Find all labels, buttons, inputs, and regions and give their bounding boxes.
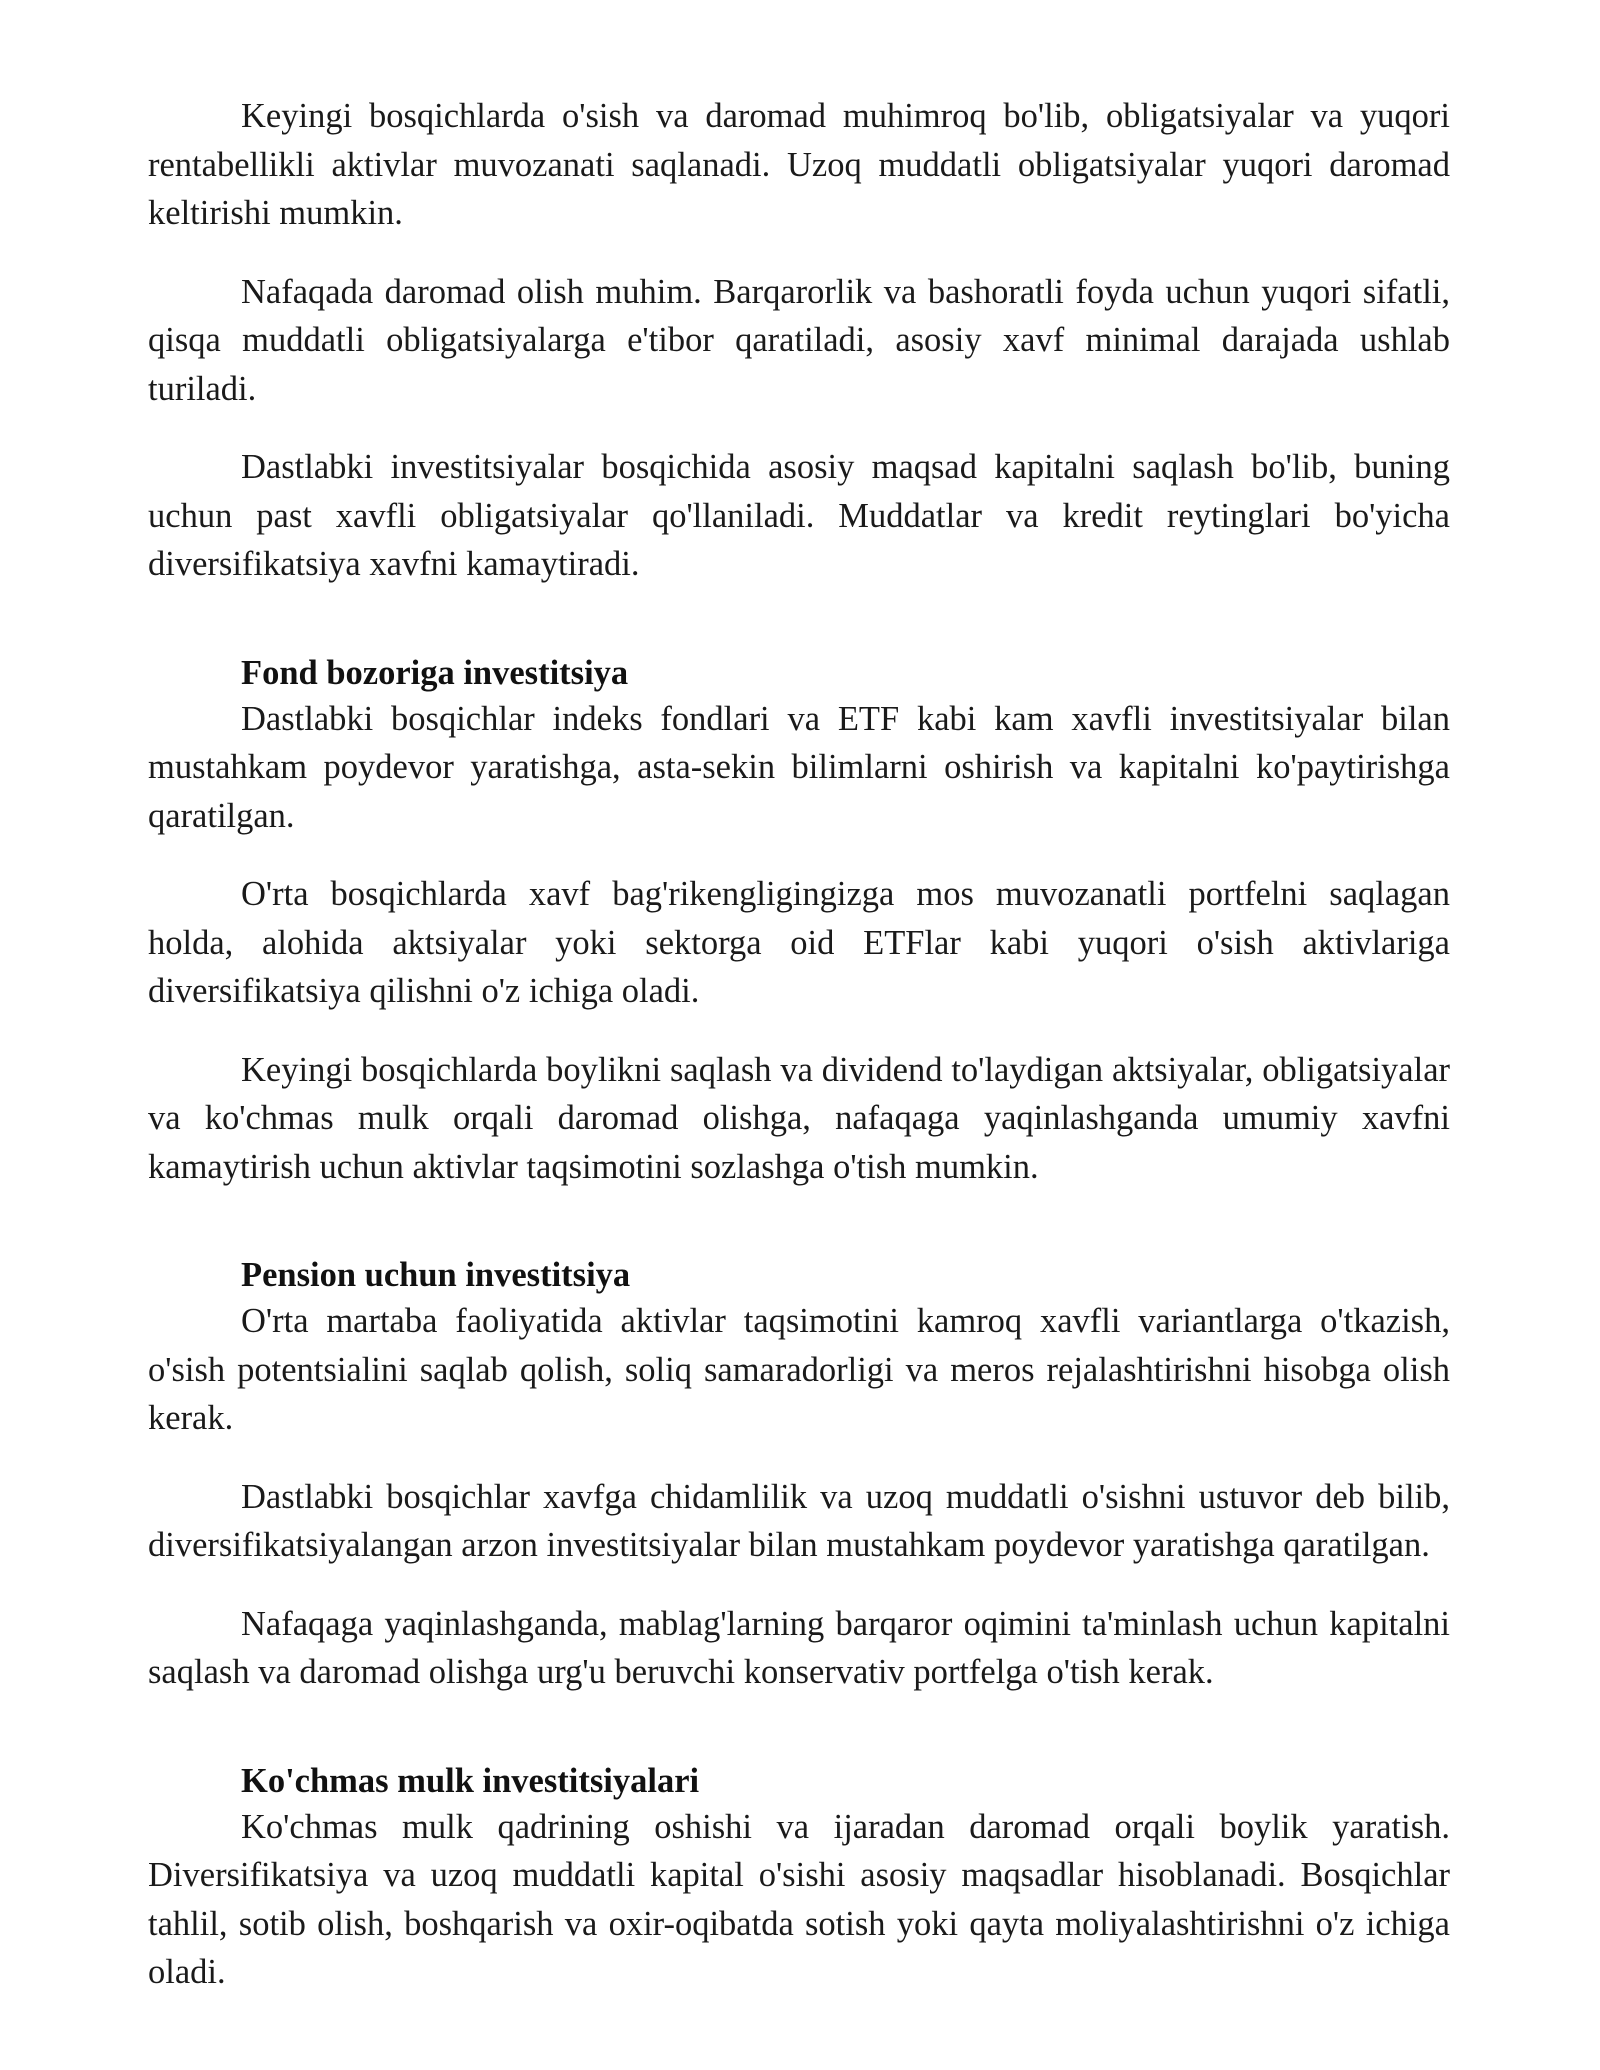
document-page xyxy=(148,92,1450,2027)
paragraph: Dastlabki bosqichlar indeks fondlari va ETF kabi kam xavfli investitsiyalar bilan mustahkam poydevor yaratishga, asta-sekin bilimlarni oshirish va kapitalni ko'paytirishga qaratilgan. xyxy=(148,699,1450,835)
section-heading: Pension uchun investitsiya xyxy=(241,1256,631,1294)
paragraph: Dastlabki bosqichlar xavfga chidamlilik va uzoq muddatli o'sishni ustuvor deb bilib, diversifikatsiyalangan arzon investitsiyalar bilan mustahkam poydevor yaratishga qaratilgan. xyxy=(148,1477,1450,1564)
paragraph: Keyingi bosqichlarda o'sish va daromad muhimroq bo'lib, obligatsiyalar va yuqori rentabellikli aktivlar muvozanati saqlanadi. Uzoq muddatli obligatsiyalar yuqori daromad keltirishi mumkin. xyxy=(148,97,1450,232)
intro-block xyxy=(148,92,1450,589)
paragraph: Ko'chmas mulk qadrining oshishi va ijaradan daromad orqali boylik yaratish. Diversifikatsiya va uzoq muddatli kapital o'sishi asosiy maqsadlar hisoblanadi. Bosqichlar tahlil, sotib olish, boshqarish va oxir-oqibatda sotish yoki qayta moliyalashtirishni o'z ichiga oladi. xyxy=(148,1807,1450,1991)
paragraph: Nafaqaga yaqinlashganda, mablag'larning barqaror oqimini ta'minlash uchun kapitalni saqlash va daromad olishga urg'u beruvchi konservativ portfelga o'tish kerak. xyxy=(148,1604,1450,1691)
paragraph: Dastlabki investitsiyalar bosqichida asosiy maqsad kapitalni saqlash bo'lib, buning uchun past xavfli obligatsiyalar qo'llaniladi. Muddatlar va kredit reytinglari bo'yicha diversifikatsiya xavfni kamaytiradi. xyxy=(148,448,1450,583)
section-heading: Ko'chmas mulk investitsiyalari xyxy=(241,1761,700,1800)
paragraph: O'rta bosqichlarda xavf bag'rikengligingizga mos muvozanatli portfelni saqlagan holda, alohida aktsiyalar yoki sektorga oid ETFlar kabi yuqori o'sish aktivlariga diversifikatsiya qilishni o'z ichiga oladi. xyxy=(148,875,1450,1010)
section-pension xyxy=(148,1253,1450,1697)
section-stock-market xyxy=(148,651,1450,1192)
paragraph: Keyingi bosqichlarda boylikni saqlash va dividend to'laydigan aktsiyalar, obligatsiyalar va ko'chmas mulk orqali daromad olishga, nafaqaga yaqinlashganda umumiy xavfni kamaytirish uchun aktivlar taqsimotini sozlashga o'tish mumkin. xyxy=(148,1050,1450,1186)
paragraph: O'rta martaba faoliyatida aktivlar taqsimotini kamroq xavfli variantlarga o'tkazish, o'sish potentsialini saqlab qolish, soliq samaradorligi va meros rejalashtirishni hisobga olish kerak. xyxy=(148,1302,1450,1437)
section-heading: Fond bozoriga investitsiya xyxy=(241,653,629,692)
paragraph: Nafaqada daromad olish muhim. Barqarorlik va bashoratli foyda uchun yuqori sifatli, qisqa muddatli obligatsiyalarga e'tibor qaratiladi, asosiy xavf minimal darajada ushlab turiladi. xyxy=(148,272,1450,408)
section-real-estate xyxy=(148,1759,1450,1997)
